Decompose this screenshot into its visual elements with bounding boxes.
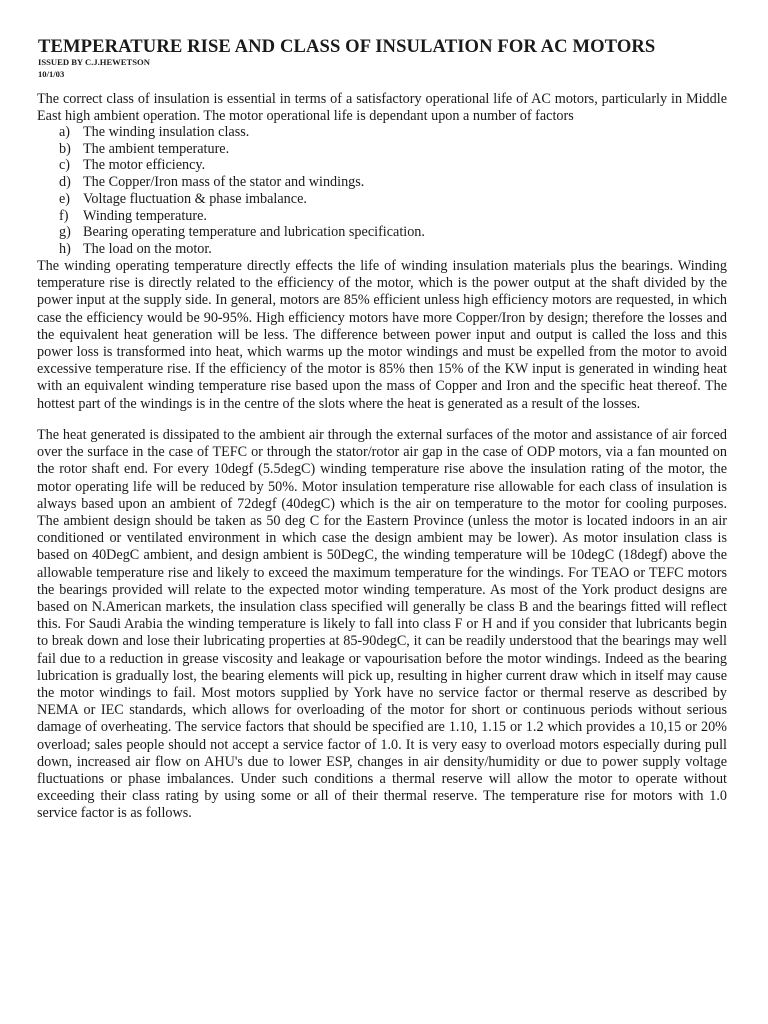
factors-list: [59, 124, 425, 258]
list-item-marker: e): [59, 190, 71, 207]
list-item-marker: c): [59, 157, 71, 174]
intro-paragraph: [37, 91, 727, 125]
list-item-text: The Copper/Iron mass of the stator and windings.: [83, 174, 365, 191]
issued-by-line: ISSUED BY C.J.HEWETSON: [38, 57, 150, 67]
list-item: [59, 174, 425, 191]
list-item-text: Voltage fluctuation & phase imbalance.: [83, 190, 307, 207]
list-item-marker: a): [59, 124, 71, 140]
list-item-text: Winding temperature.: [83, 207, 207, 224]
list-item: [59, 157, 425, 174]
intro-text: The correct class of insulation is essential in terms of a satisfactory operational life of AC motors, particularly in Middle East high ambient operation. The motor operational life is dependant upon a number of factors: [37, 91, 727, 125]
list-item: [59, 191, 425, 208]
paragraph-text: The winding operating temperature directly effects the life of winding insulation materials plus the bearings. Winding temperature rise is directly related to the efficiency of the motor, which is the power output at the shaft divided by the power input at the supply side. In general, motors are 85% efficient unless high efficiency motors are requested, in which case the efficiency would be 90-95%. High efficiency motors have more Copper/Iron by design; therefore the losses and the equivalent heat generation will be less. The difference between power input and output is called the loss and this power loss is transformed into heat, which warms up the motor windings and must be expelled from the motor to avoid excessive temperature rise. If the efficiency of the motor is 85% then 15% of the KW input is generated in winding heat with an equivalent winding temperature rise based upon the mass of Copper and Iron and the specific heat thereof. The hottest part of the windings is in the centre of the slots where the heat is generated as a result of the losses.: [37, 258, 727, 412]
list-item-marker: h): [59, 240, 71, 257]
list-item-text: The motor efficiency.: [83, 157, 206, 174]
list-item-marker: d): [59, 174, 71, 191]
list-item-text: Bearing operating temperature and lubrication specification.: [83, 224, 425, 241]
list-item: [59, 241, 425, 258]
heat-dissipation-paragraph: [37, 427, 727, 823]
list-item: [59, 124, 425, 141]
list-item-text: The load on the motor.: [83, 240, 212, 257]
paragraph-text: The heat generated is dissipated to the ambient air through the external surfaces of the motor and assistance of air forced over the surface in the case of TEFC or through the stator/rotor air gap in the case of ODP motors, via a fan mounted on the rotor shaft end. For every 10degf (5.5degC) winding temperature rise above the insulation rating of the motor, the motor operating life will be reduced by 50%. Motor insulation temperature rise allowable for each class of insulation is always based upon an ambient of 72degf (40degC) which is the air on temperature to the motor for cooling purposes. The ambient design should be taken as 50 deg C for the Eastern Province (unless the motor is located indoors in an air conditioned or ventilated environment in which case the design ambient may be lower). As motor insulation class is based on 40DegC ambient, and design ambient is 50DegC, the winding temperature will be 10degC (18degf) above the allowable temperature rise and likely to exceed the maximum temperature for the windings. For TEAO or TEFC motors the bearings provided will relate to the expected motor winding temperature. As most of the York product designs are based on N.American markets, the insulation class specified will generally be class B and the bearings fitted will reflect this. For Saudi Arabia the winding temperature is likely to fall into class F or H and if you consider that lubricants begin to break down and lose their lubricating properties at 85-90degC, it can be readily understood that the bearings may well fail due to a reduction in grease viscosity and leakage or vapourisation before the motor windings. Indeed as the bearing lubrication is gradually lost, the bearing elements will pick up, resulting in higher current draw which in itself may cause the motor windings to fail. Most motors supplied by York have no service factor or thermal reserve as described by NEMA or IEC standards, which allows for overloading of the motor for short or continuous periods without serious damage of overheating. The service factors that should be specified are 1.10, 1.15 or 1.2 which provides a 10,15 or 20% overload; sales people should not accept a service factor of 1.0. It is very easy to overload motors especially during pull down, increased air flow on AHU's due to lower ESP, changes in air density/humidity or due to power supply voltage fluctuations or phase imbalances. Under such conditions a thermal reserve will allow the motor to operate without exceeding their class rating by using some or all of their thermal reserve. The temperature rise for motors with 1.0 service factor is as follows.: [37, 427, 727, 822]
list-item: [59, 141, 425, 158]
winding-temperature-paragraph: [37, 258, 727, 413]
document-title: TEMPERATURE RISE AND CLASS OF INSULATION FOR AC MOTORS: [38, 36, 656, 57]
list-item: [59, 208, 425, 225]
list-item-marker: f): [59, 207, 69, 224]
issue-date: 10/1/03: [38, 69, 65, 79]
list-item-text: The ambient temperature.: [83, 140, 230, 157]
list-item: [59, 224, 425, 241]
list-item-marker: b): [59, 140, 71, 157]
list-item-text: The winding insulation class.: [83, 124, 250, 140]
list-item-marker: g): [59, 224, 71, 241]
